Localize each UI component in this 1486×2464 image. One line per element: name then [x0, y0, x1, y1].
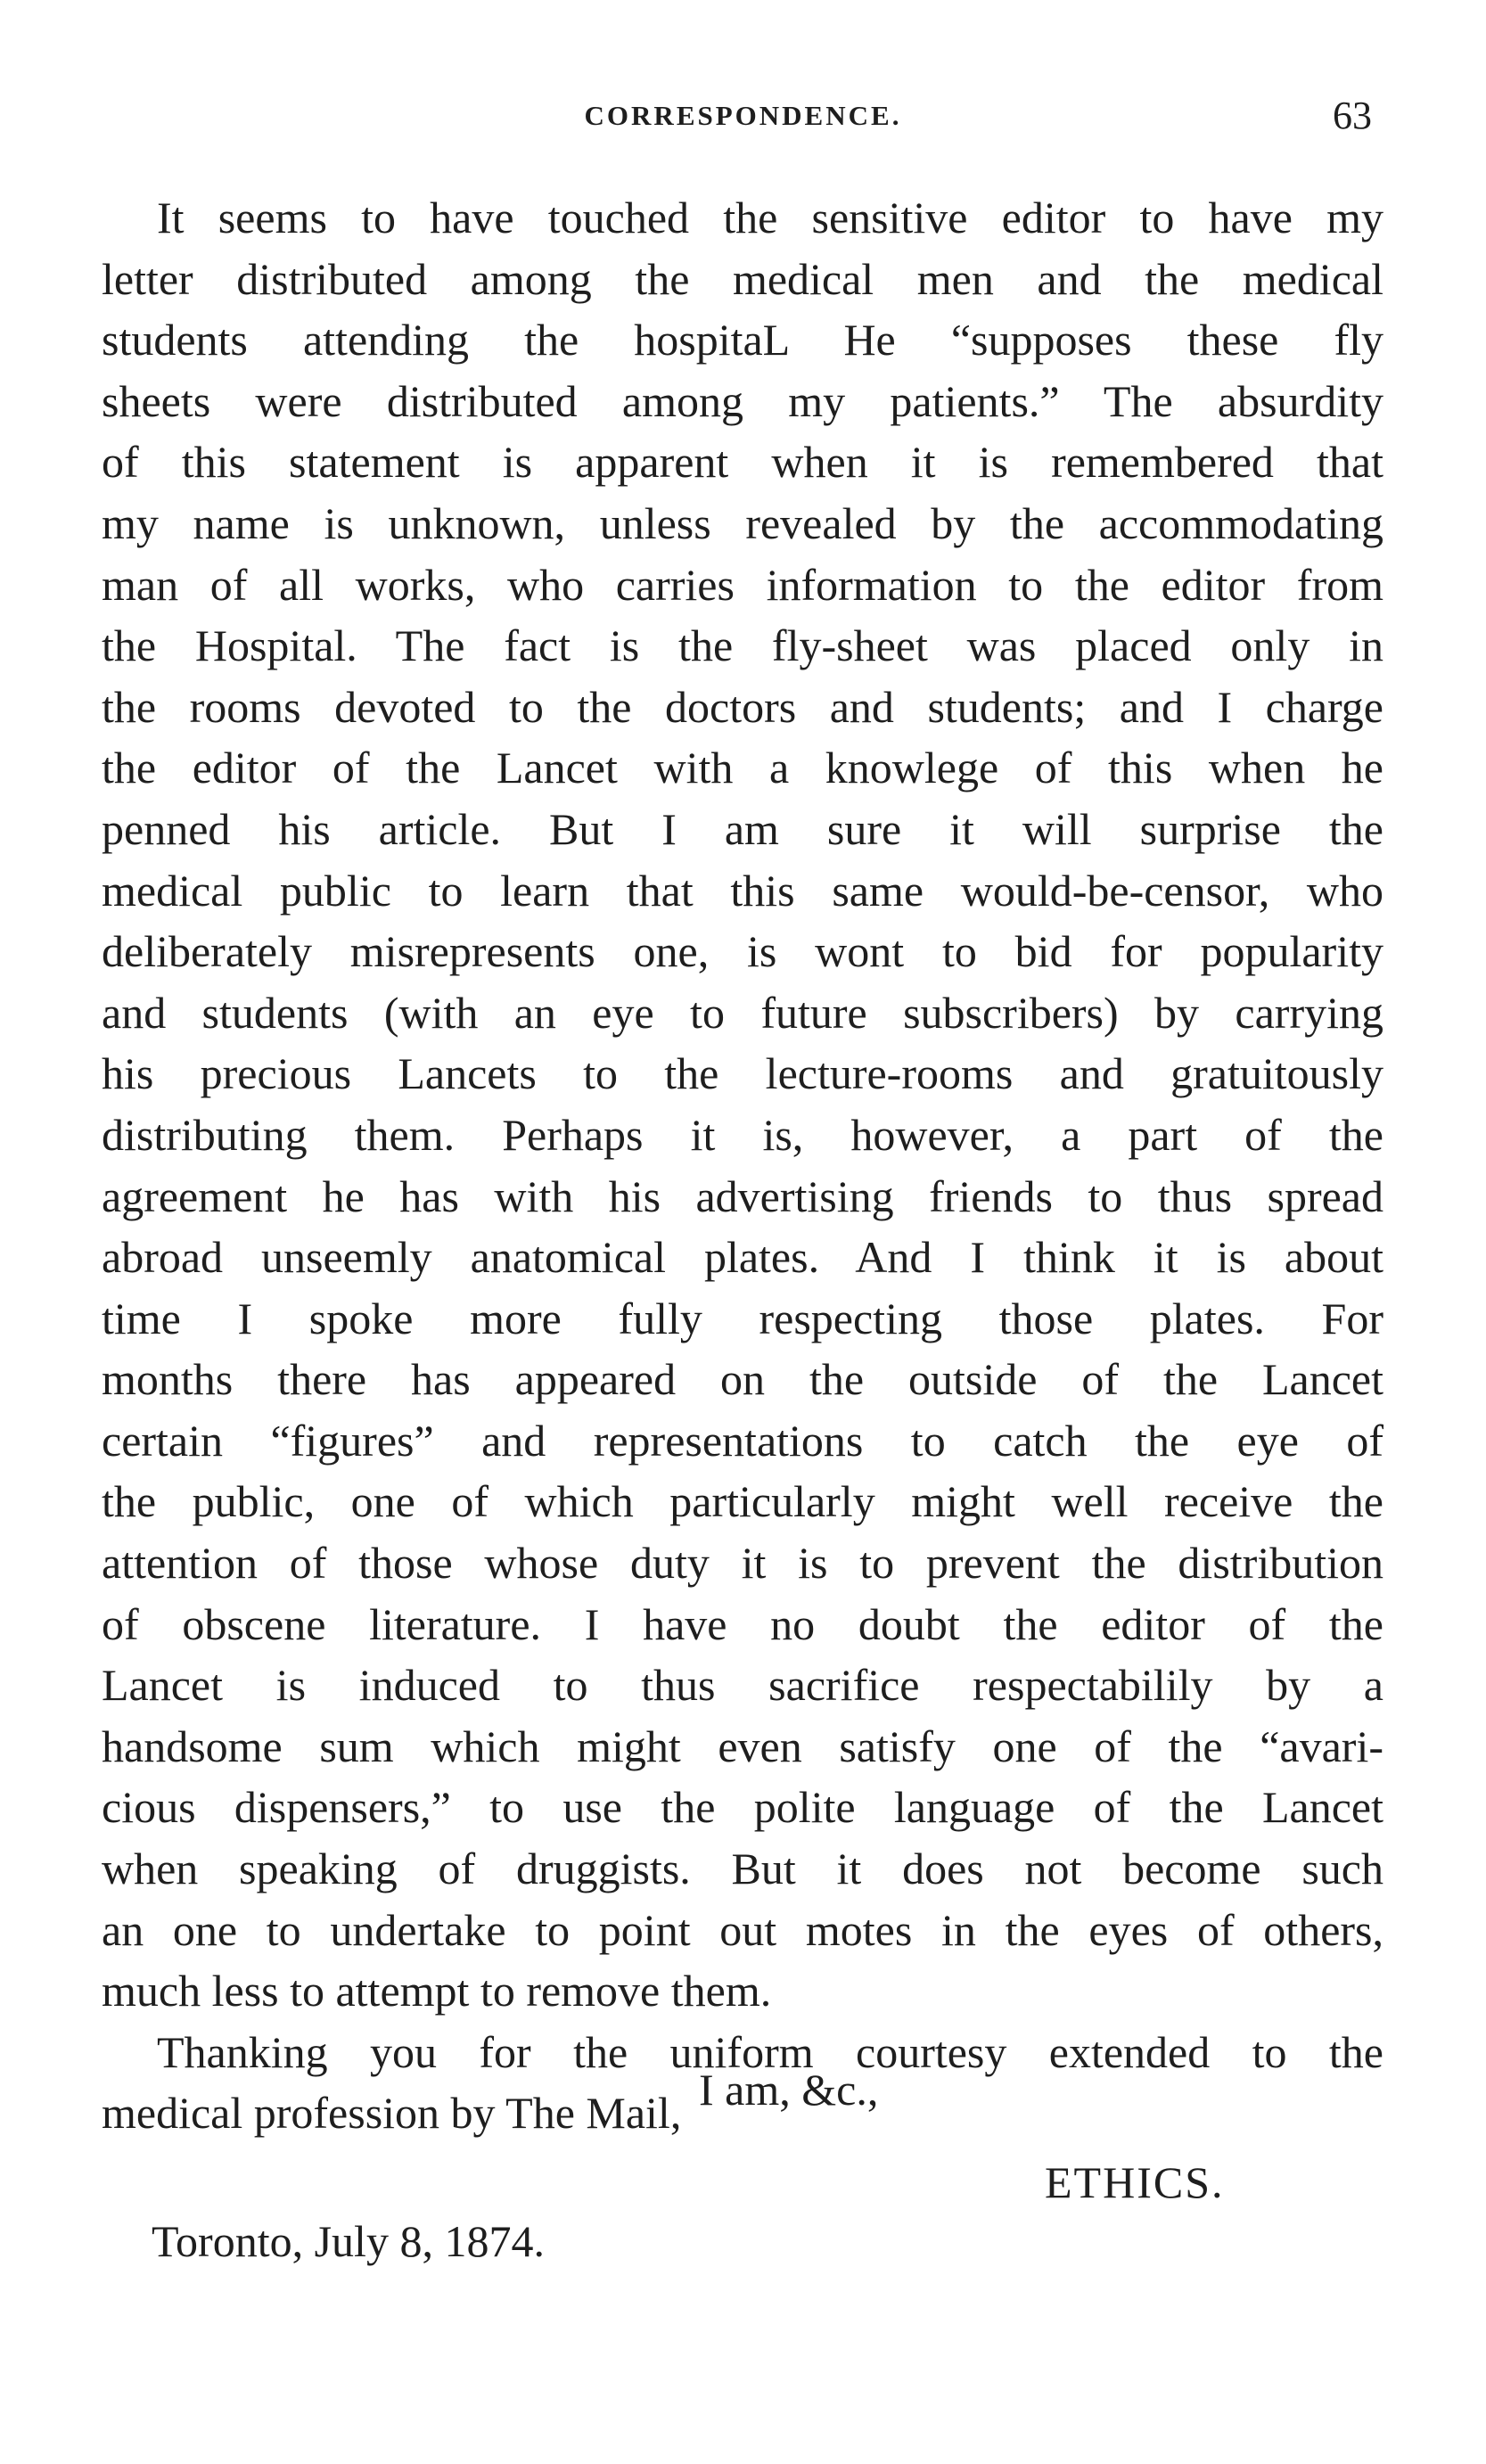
body-line: It seems to have touched the sensitive editor to have my [157, 193, 1383, 242]
body-line: Lancet is induced to thus sacrifice respectabilily by a [102, 1660, 1383, 1711]
body-line: the rooms devoted to the doctors and students; and I charge [102, 681, 1383, 732]
body-line: agreement he has with his advertising friends to thus spread [102, 1170, 1383, 1221]
body-line: certain “figures” and representations to catch the eye of [102, 1415, 1383, 1466]
signature: ETHICS. [1045, 2157, 1225, 2207]
body-line: students attending the hospitaL He “supposes these fly [102, 315, 1383, 365]
body-line: letter distributed among the medical men and the medical [102, 253, 1383, 304]
body-line: abroad unseemly anatomical plates. And I think it is about [102, 1232, 1383, 1283]
body-line: attention of those whose duty it is to prevent the distribution [102, 1538, 1383, 1589]
body-line: of obscene literature. I have no doubt the editor of the [102, 1598, 1383, 1649]
body-line: much less to attempt to remove them. [102, 1966, 772, 2016]
body-line: time I spoke more fully respecting those plates. For [102, 1293, 1383, 1343]
closing-line: Thanking you for the uniform courtesy extended to the [157, 2026, 1383, 2077]
body-line: of this statement is apparent when it is remembered that [102, 437, 1383, 488]
body-line: penned his article. But I am sure it will surprise the [102, 803, 1383, 854]
body-line: handsome sum which might even satisfy one of the “avari- [102, 1721, 1383, 1771]
complimentary-close: I am, &c., [699, 2065, 879, 2115]
body-line: sheets were distributed among my patients.” The absurdity [102, 375, 1383, 426]
page-number: 63 [1333, 94, 1372, 137]
body-line: my name is unknown, unless revealed by the accommodating [102, 497, 1383, 548]
body-line: an one to undertake to point out motes in the eyes of others, [102, 1904, 1383, 1955]
body-line: man of all works, who carries information to the editor from [102, 559, 1383, 610]
body-line: the Hospital. The fact is the fly-sheet was placed only in [102, 620, 1383, 671]
body-line: cious dispensers,” to use the polite language of the Lancet [102, 1782, 1383, 1833]
body-line: distributing them. Perhaps it is, however, a part of the [102, 1109, 1383, 1160]
body-line: the public, one of which particularly might well receive the [102, 1476, 1383, 1527]
dateline: Toronto, July 8, 1874. [152, 2216, 545, 2266]
body-line: when speaking of druggists. But it does not become such [102, 1844, 1383, 1894]
body-line: months there has appeared on the outside of the Lancet [102, 1354, 1383, 1405]
page-header [0, 94, 1486, 153]
running-head: CORRESPONDENCE. [584, 100, 902, 131]
body-line: medical public to learn that this same would-be-censor, who [102, 865, 1383, 916]
closing-line: medical profession by The Mail, [102, 2088, 682, 2139]
body-line: his precious Lancets to the lecture-rooms and gratuitously [102, 1048, 1383, 1099]
letter-body [102, 187, 1383, 2144]
body-line: the editor of the Lancet with a knowlege of this when he [102, 743, 1383, 793]
body-line: and students (with an eye to future subscribers) by carrying [102, 987, 1383, 1038]
body-line: deliberately misrepresents one, is wont to bid for popularity [102, 926, 1383, 977]
